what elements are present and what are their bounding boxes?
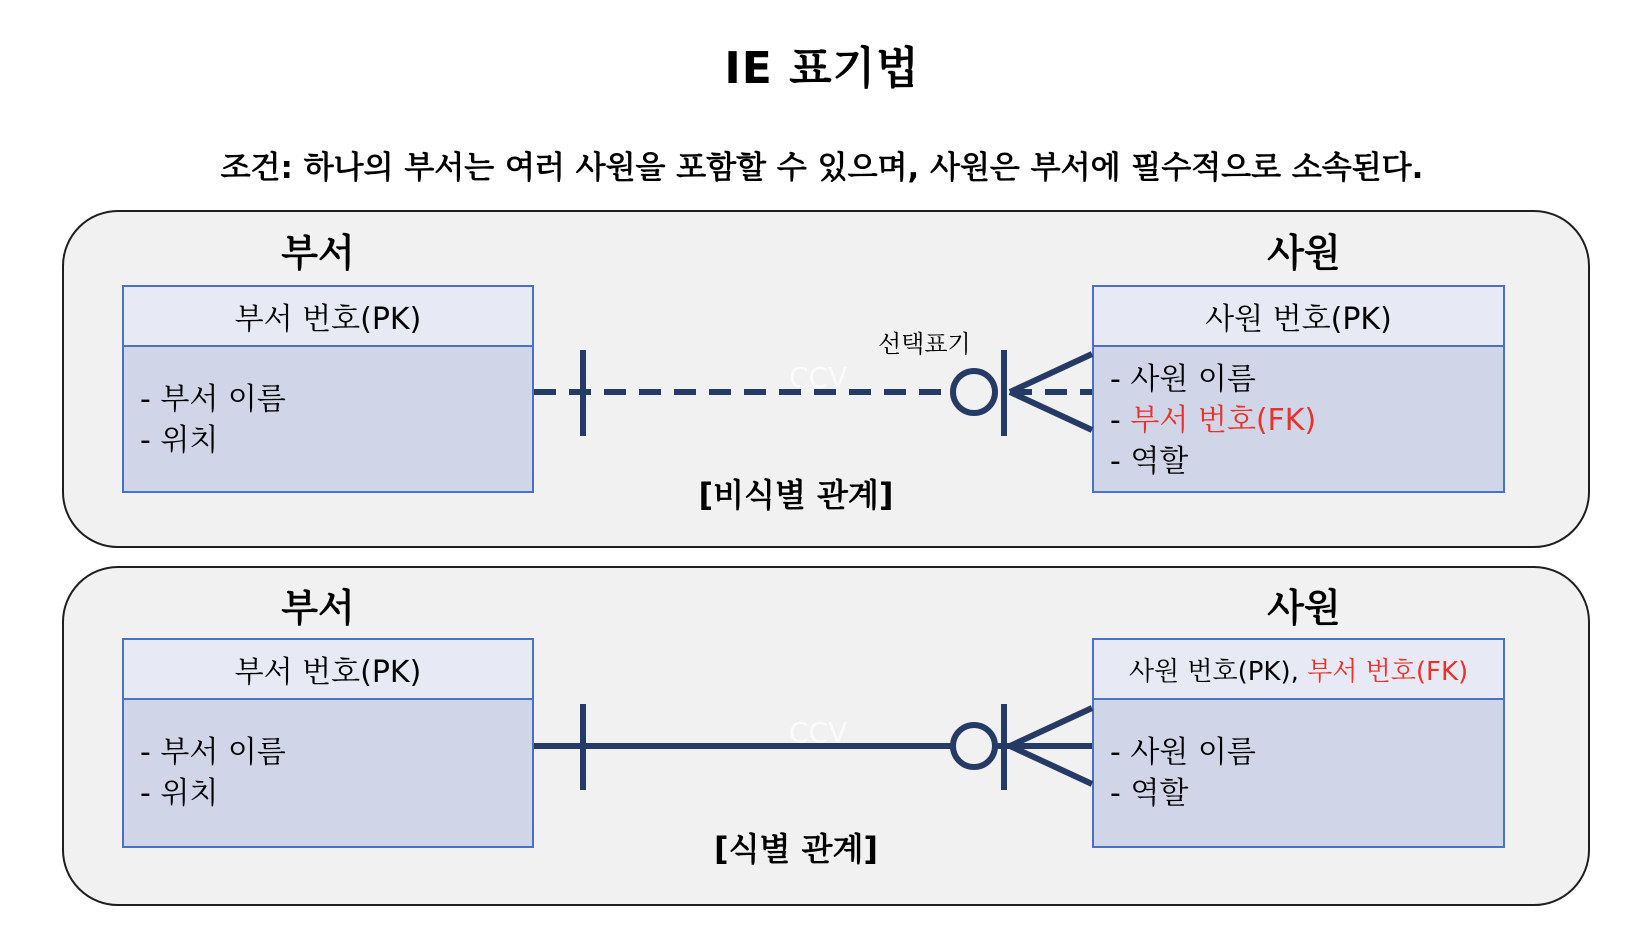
- watermark-text: CCV: [789, 361, 848, 394]
- employee-entity-name: 사원: [1267, 231, 1341, 275]
- employee-attr-name: - 사원 이름: [1110, 362, 1256, 397]
- department-pk: 부서 번호(PK): [124, 287, 532, 347]
- employee-fk-dept-number: 부서 번호(FK): [1130, 403, 1317, 438]
- department-attr-name: - 부서 이름: [140, 382, 286, 417]
- diagram-title: IE 표기법: [724, 43, 920, 94]
- identifying-label: [식별 관계]: [713, 830, 879, 868]
- condition-text: 조건: 하나의 부서는 여러 사원을 포함할 수 있으며, 사원은 부서에 필수적으로 소속된다.: [220, 150, 1424, 186]
- non-identifying-label: [비식별 관계]: [698, 476, 894, 514]
- employee-attr-role-2: - 역할: [1110, 776, 1189, 811]
- employee-pk-fk-part: 부서 번호(FK): [1307, 656, 1469, 687]
- optional-notation-note: 선택표기: [878, 330, 971, 358]
- department-attr-name-2: - 부서 이름: [140, 735, 286, 770]
- employee-pk-part: 사원 번호(PK),: [1128, 656, 1308, 687]
- department-entity-name-2: 부서: [281, 586, 355, 630]
- department-attr-location: - 위치: [140, 423, 219, 458]
- department-entity-name: 부서: [281, 231, 355, 275]
- employee-attr-fk-prefix: -: [1110, 403, 1131, 438]
- zero-optional-circle-2: [953, 725, 995, 767]
- employee-attr-role: - 역할: [1110, 444, 1189, 479]
- department-attr-location-2: - 위치: [140, 776, 219, 811]
- crows-foot-upper-2: [1010, 708, 1092, 746]
- crows-foot-lower-2: [1010, 746, 1092, 784]
- department-pk-2: 부서 번호(PK): [124, 640, 532, 700]
- employee-attr-name-2: - 사원 이름: [1110, 735, 1256, 770]
- employee-entity-name-2: 사원: [1267, 586, 1341, 630]
- employee-pk: 사원 번호(PK): [1094, 287, 1503, 347]
- watermark-text-2: CCV: [789, 716, 848, 749]
